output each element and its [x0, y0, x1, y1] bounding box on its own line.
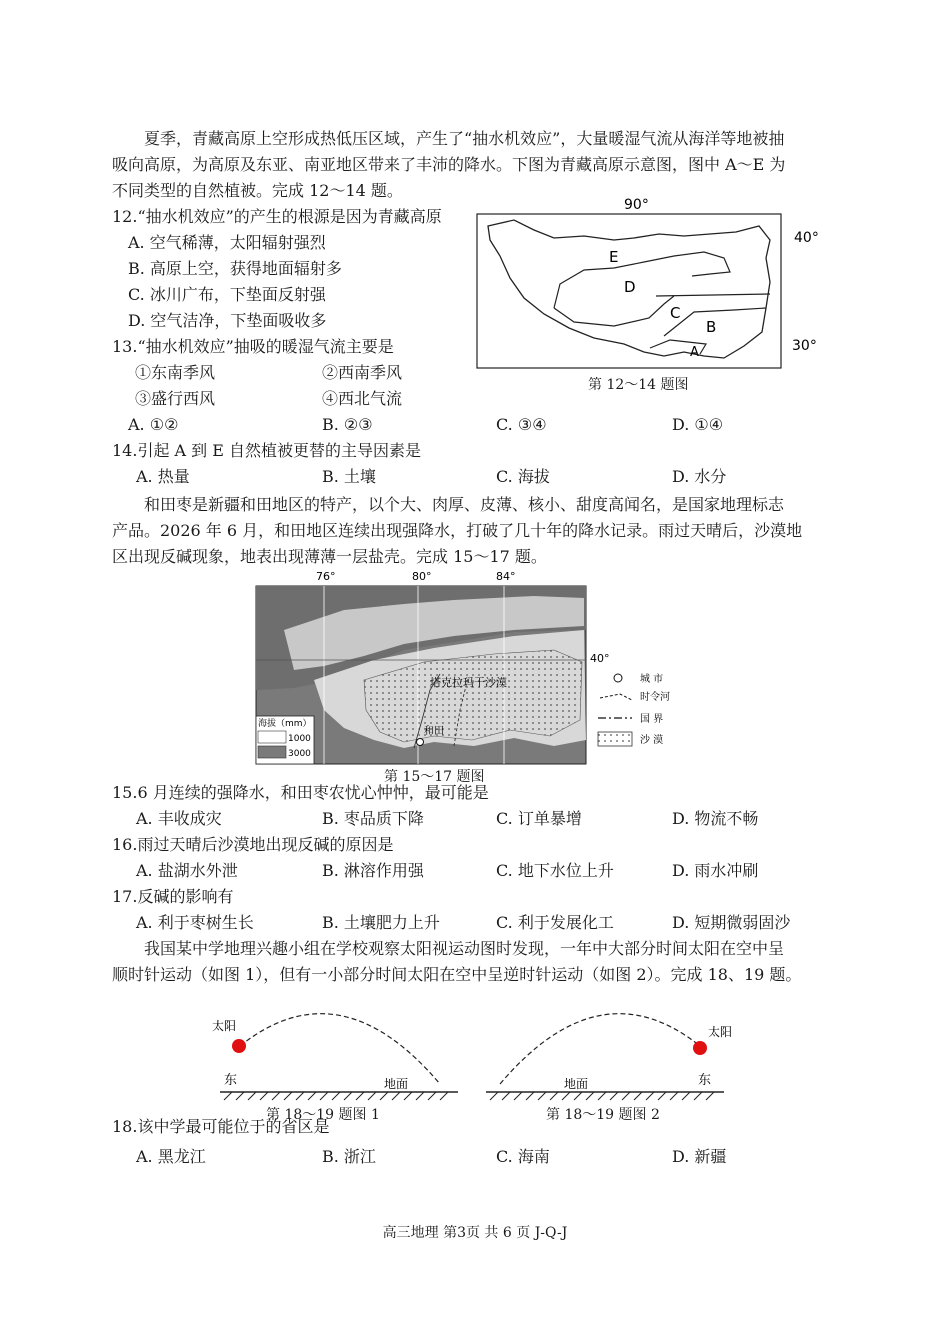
desert-label: 塔克拉玛干沙漠: [430, 676, 507, 689]
q14-option-a: A. 热量: [136, 467, 190, 486]
sun-arc-1: [240, 1014, 440, 1084]
q12-option-b: B. 高原上空，获得地面辐射多: [128, 259, 342, 278]
page-footer: 高三地理 第3页 共 6 页 J-Q-J: [382, 1225, 568, 1241]
taklimakan-map: [254, 570, 694, 766]
q13-stem: 13.“抽水机效应”抽吸的暖湿气流主要是: [112, 337, 394, 356]
intro1-line-3: 不同类型的自然植被。完成 12～14 题。: [112, 181, 403, 200]
lon-80-label: 80°: [412, 570, 432, 583]
map1-lon-label: 90°: [624, 197, 649, 213]
q13-item-4: ④西北气流: [322, 389, 403, 408]
sun-marker-2: [693, 1041, 707, 1055]
q17-option-b: B. 土壤肥力上升: [322, 913, 440, 932]
intro2-line-3: 区出现反碱现象，地表出现薄薄一层盐壳。完成 15～17 题。: [112, 547, 547, 566]
city-hotan-label: 和田: [424, 726, 444, 737]
q13-option-b: B. ②③: [322, 415, 373, 434]
intro3-line-1: 我国某中学地理兴趣小组在学校观察太阳视运动图时发现，一年中大部分时间太阳在空中呈: [144, 939, 785, 958]
q16-stem: 16.雨过天晴后沙漠地出现反碱的原因是: [112, 835, 394, 854]
key-city: 城 市: [640, 674, 664, 685]
fig2-sun-label: 太阳: [708, 1025, 733, 1039]
map1-lat-bottom: 30°: [792, 338, 817, 354]
legend-3000: 3000: [288, 749, 311, 759]
q15-option-c: C. 订单暴增: [496, 809, 582, 828]
region-d-label: D: [624, 278, 636, 296]
map1-lat-top: 40°: [794, 230, 819, 246]
region-a-label: A: [690, 345, 699, 360]
key-city-icon: [614, 674, 622, 682]
q13-option-a: A. ①②: [128, 415, 179, 434]
boundary-d-lower: [554, 296, 674, 326]
q17-stem: 17.反碱的影响有: [112, 887, 234, 906]
q12-option-d: D. 空气洁净，下垫面吸收多: [128, 311, 327, 330]
q13-option-c: C. ③④: [496, 415, 547, 434]
q17-option-a: A. 利于枣树生长: [136, 913, 254, 932]
fig2-east-label: 东: [698, 1073, 712, 1088]
legend-1000: 1000: [288, 734, 311, 744]
key-river-icon: [600, 694, 632, 700]
q14-option-d: D. 水分: [672, 467, 727, 486]
fig2-ground-label: 地面: [564, 1077, 589, 1091]
q15-stem: 15.6 月连续的强降水，和田枣农忧心忡忡，最可能是: [112, 783, 489, 802]
lat-40-label: 40°: [590, 652, 610, 665]
legend-swatch-low: [258, 731, 286, 743]
q12-option-c: C. 冰川广布，下垫面反射强: [128, 285, 326, 304]
q14-option-b: B. 土壤: [322, 467, 376, 486]
q18-stem: 18.该中学最可能位于的省区是: [112, 1117, 330, 1136]
intro3-line-2: 顺时针运动（如图 1），但有一小部分时间太阳在空中呈逆时针运动（如图 2）。完成 18、19 题。: [112, 965, 802, 984]
ground-hatch-1: [224, 1092, 448, 1100]
intro1-line-1: 夏季，青藏高原上空形成热低压区域，产生了“抽水机效应”，大量暖湿气流从海洋等地被抽: [144, 129, 785, 148]
q18-option-a: A. 黑龙江: [136, 1147, 206, 1166]
q17-option-c: C. 利于发展化工: [496, 913, 614, 932]
q16-option-c: C. 地下水位上升: [496, 861, 614, 880]
fig1-east-label: 东: [224, 1073, 238, 1088]
q18-option-b: B. 浙江: [322, 1147, 376, 1166]
q17-option-d: D. 短期微弱固沙: [672, 913, 791, 932]
region-e-label: E: [609, 248, 619, 266]
key-desert-icon: [598, 732, 632, 746]
map2-caption: 第 15～17 题图: [384, 769, 485, 785]
sun-arc-2: [500, 1014, 700, 1084]
key-desert: 沙 漠: [640, 735, 664, 746]
intro2-line-1: 和田枣是新疆和田地区的特产，以个大、肉厚、皮薄、核小、甜度高闻名，是国家地理标志: [144, 495, 785, 514]
intro1-line-2: 吸向高原，为高原及东亚、南亚地区带来了丰沛的降水。下图为青藏高原示意图，图中 A～E 为: [112, 155, 786, 174]
q18-option-d: D. 新疆: [672, 1147, 727, 1166]
region-b-label: B: [706, 318, 717, 336]
fig1-sun-label: 太阳: [212, 1019, 237, 1033]
key-river: 时令河: [640, 692, 670, 703]
boundary-d-c: [656, 294, 770, 296]
ground-hatch-2: [490, 1092, 714, 1100]
q15-option-b: B. 枣品质下降: [322, 809, 424, 828]
tibet-plateau-map: [474, 196, 834, 396]
q13-option-d: D. ①④: [672, 415, 724, 434]
fig1-caption: 第 18～19 题图 1: [266, 1107, 380, 1123]
fig1-ground-label: 地面: [384, 1077, 409, 1091]
city-hotan-marker: [417, 739, 424, 746]
boundary-e-d: [554, 252, 730, 308]
key-border: 国 界: [640, 714, 664, 725]
q13-item-3: ③盛行西风: [135, 389, 216, 408]
q15-option-a: A. 丰收成灾: [136, 809, 222, 828]
legend-swatch-high: [258, 746, 286, 758]
q13-item-1: ①东南季风: [135, 363, 216, 382]
q15-option-d: D. 物流不畅: [672, 809, 759, 828]
region-c-label: C: [670, 304, 681, 322]
q14-option-c: C. 海拔: [496, 467, 550, 486]
intro2-line-2: 产品。2026 年 6 月，和田地区连续出现强降水，打破了几十年的降水记录。雨过天晴后，沙漠地: [112, 521, 803, 540]
q13-item-2: ②西南季风: [322, 363, 403, 382]
q18-option-c: C. 海南: [496, 1147, 550, 1166]
fig2-caption: 第 18～19 题图 2: [546, 1107, 660, 1123]
q16-option-b: B. 淋溶作用强: [322, 861, 424, 880]
q12-stem: 12.“抽水机效应”的产生的根源是因为青藏高原: [112, 207, 442, 226]
lon-76-label: 76°: [316, 570, 336, 583]
q14-stem: 14.引起 A 到 E 自然植被更替的主导因素是: [112, 441, 422, 460]
map1-caption: 第 12～14 题图: [588, 377, 689, 393]
sun-marker-1: [232, 1039, 246, 1053]
q16-option-d: D. 雨水冲刷: [672, 861, 759, 880]
q12-option-a: A. 空气稀薄，太阳辐射强烈: [128, 233, 326, 252]
lon-84-label: 84°: [496, 570, 516, 583]
q16-option-a: A. 盐湖水外泄: [136, 861, 238, 880]
legend-title: 海拔（mm）: [258, 719, 312, 729]
